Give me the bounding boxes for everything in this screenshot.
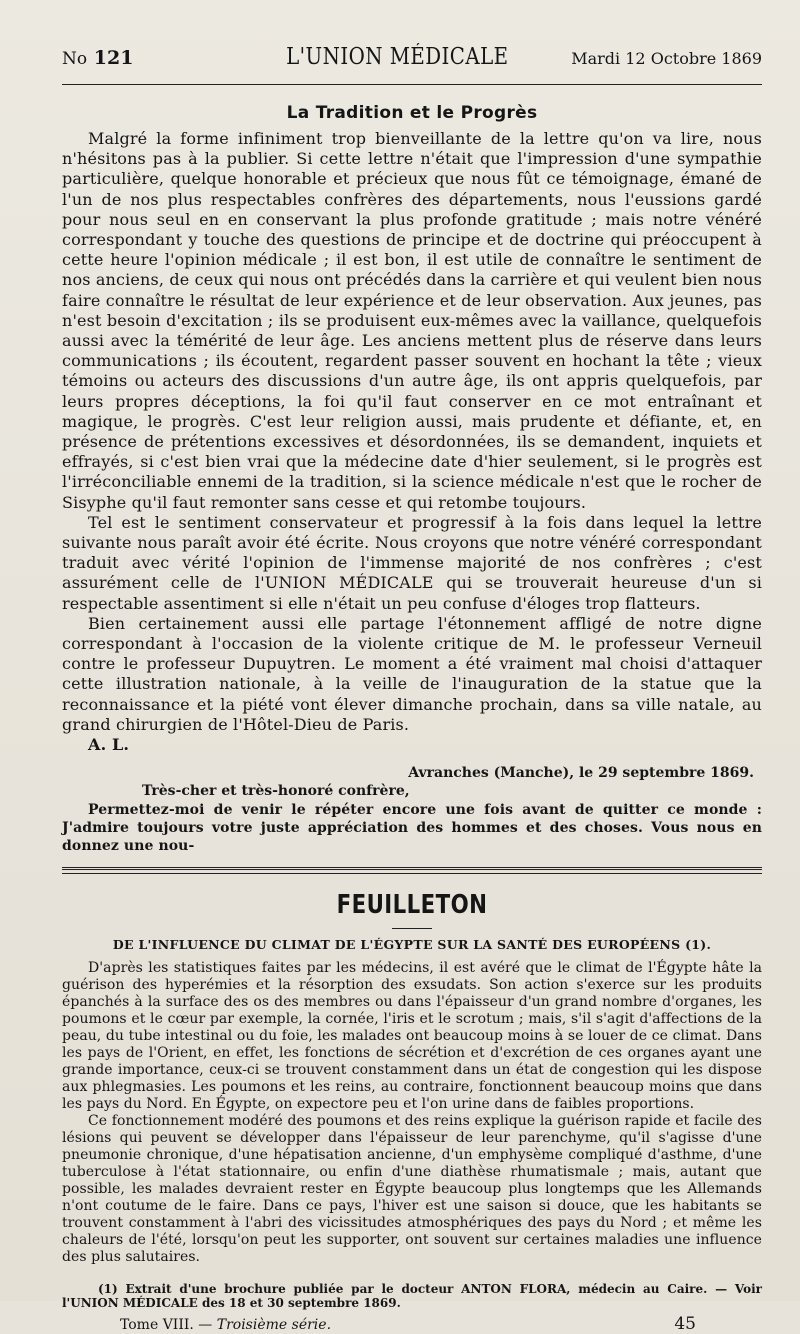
feuilleton-divider xyxy=(62,867,762,870)
issue-number-value: 121 xyxy=(93,47,134,69)
feuilleton-small-rule xyxy=(392,928,432,929)
feuilleton-heading: FEUILLETON xyxy=(336,890,488,921)
article-paragraph: Malgré la forme infiniment trop bienveillante de la lettre qu'on va lire, nous n'hésitons pas à la publier. Si cette lettre n'était que l'impression d'une sympathie particulière, quelque honorable et précieux que nous fût ce témoignage, émané de l'un de nos plus respectables confrères des départements, nous l'eussions gardé pour nous seul en en conservant la plus profonde gratitude ; mais notre vénéré correspondant y touche des questions de principe et de doctrine qui préoccupent à cette heure l'opinion médicale ; il est bon, il est utile de connaître le sentiment de nos anciens, de ceux qui nous ont précédés dans la carrière et qui veulent bien nous faire connaître le résultat de leur expérience et de leur observation. Aux jeunes, pas n'est besoin d'excitation ; ils se produisent eux-mêmes avec la vaillance, quelquefois aussi avec la témérité de leur âge. Les anciens mettent plus de réserve dans leurs communications ; ils écoutent, regardent passer souvent en hochant la tête ; vieux témoins ou acteurs des discussions d'un autre âge, ils ont appris quelquefois, par leurs propres déceptions, la foi qu'il faut conserver en ce mot entraînant et magique, le progrès. C'est leur religion aussi, mais prudente et défiante, et, en présence de prétentions excessives et désordonnées, ils se demandent, inquiets et effrayés, si c'est bien vrai que la médecine date d'hier seulement, si le progrès est l'irréconciliable ennemi de la tradition, si la science médicale n'est que le rocher de Sisyphe qu'il faut remonter sans cesse et qui retombe toujours. xyxy=(62,129,762,512)
issue-date: Mardi 12 Octobre 1869 xyxy=(571,49,762,68)
feuilleton-subtitle: DE L'INFLUENCE DU CLIMAT DE L'ÉGYPTE SUR LA SANTÉ DES EUROPÉENS (1). xyxy=(112,937,712,953)
letter-body: Permettez-moi de venir le répéter encore une fois avant de quitter ce monde : J'admire toujours votre juste appréciation des hommes et des choses. Vous nous en donnez une nou- xyxy=(62,802,762,855)
journal-title: L'UNION MÉDICALE xyxy=(285,44,509,70)
letter-place-date: Avranches (Manche), le 29 septembre 1869. xyxy=(408,765,754,782)
article-signature: A. L. xyxy=(88,735,130,755)
footnote: (1) Extrait d'une brochure publiée par le docteur ANTON FLORA, médecin au Caire. — Voir l'UNION MÉDICALE des 18 et 30 septembre 1869. xyxy=(62,1282,762,1311)
article-paragraph: Tel est le sentiment conservateur et progressif à la fois dans lequel la lettre suivante nous paraît avoir été écrite. Nous croyons que notre vénéré correspondant traduit avec vérité l'opinion de l'immense majorité de nos confrères ; c'est assurément celle de l'UNION MÉDICALE qui se trouverait heureuse d'un si respectable assentiment si elle n'était un peu confuse d'éloges trop flatteurs. xyxy=(62,512,762,613)
volume-series xyxy=(120,1317,331,1333)
letter-salutation: Très-cher et très-honoré confrère, xyxy=(142,783,410,800)
article-paragraph: Bien certainement aussi elle partage l'étonnement affligé de notre digne correspondant à l'occasion de la violente critique de M. le professeur Verneuil contre le professeur Dupuytren. Le moment a été vraiment mal choisi d'attaquer cette illustration nationale, à la veille de l'inauguration de la statue que la reconnaissance et la piété vont élever dimanche prochain, dans sa ville natale, au grand chirurgien de l'Hôtel-Dieu de Paris. xyxy=(62,613,762,734)
page-header xyxy=(62,44,762,76)
article-title: La Tradition et le Progrès xyxy=(286,103,538,123)
article xyxy=(62,103,762,855)
feuilleton-paragraph: D'après les statistiques faites par les médecins, il est avéré que le climat de l'Égypte hâte la guérison des hyperémies et la résorption des exsudats. Son action s'exerce sur les produits épanchés à la surface des os des membres ou dans l'épaisseur d'un grand nombre d'organes, les poumons et le cœur par exemple, la cornée, l'iris et le scrotum ; mais, s'il s'agit d'affections de la peau, du tube intestinal ou du foie, les malades ont beaucoup moins à se louer de ce climat. Dans les pays de l'Orient, en effet, les fonctions de sécrétion et d'excrétion de ces organes ayant une grande importance, ceux-ci se trouvent constamment dans un état de congestion qui les dispose aux phlegmasies. Les poumons et les reins, au contraire, fonctionnent beaucoup moins que dans les pays du Nord. En Égypte, on expectore peu et l'on urine dans de faibles proportions. xyxy=(62,960,762,1113)
feuilleton-section xyxy=(62,890,762,1310)
page-footer xyxy=(62,1314,762,1334)
series-label: Troisième série. xyxy=(216,1317,332,1334)
feuilleton-paragraph: Ce fonctionnement modéré des poumons et des reins explique la guérison rapide et facile des lésions qui peuvent se développer dans l'épaisseur de leur parenchyme, qu'il s'agisse d'une pneumonie chronique, d'une hépatisation ancienne, d'un emphysème compliqué d'asthme, d'une tuberculose à l'état stationnaire, ou enfin d'une diathèse rhumatismale ; mais, autant que possible, les malades devraient rester en Égypte beaucoup plus longtemps que les Allemands n'ont coutume de le faire. Dans ce pays, l'hiver est une saison si douce, que les habitants se trouvent constamment à l'abri des vicissitudes atmosphériques des pays du Nord ; et même les chaleurs de l'été, lorsqu'on peut les supporter, ont souvent sur certaines maladies une influence des plus salutaires. xyxy=(62,1113,762,1266)
volume-label: Tome VIII. — xyxy=(120,1317,213,1334)
issue-number-prefix: No xyxy=(62,49,88,69)
issue-number xyxy=(62,47,232,69)
feuilleton-divider-thin xyxy=(62,873,762,874)
page-number: 45 xyxy=(674,1314,696,1334)
header-rule xyxy=(62,84,762,85)
feuilleton-body xyxy=(62,960,762,1266)
